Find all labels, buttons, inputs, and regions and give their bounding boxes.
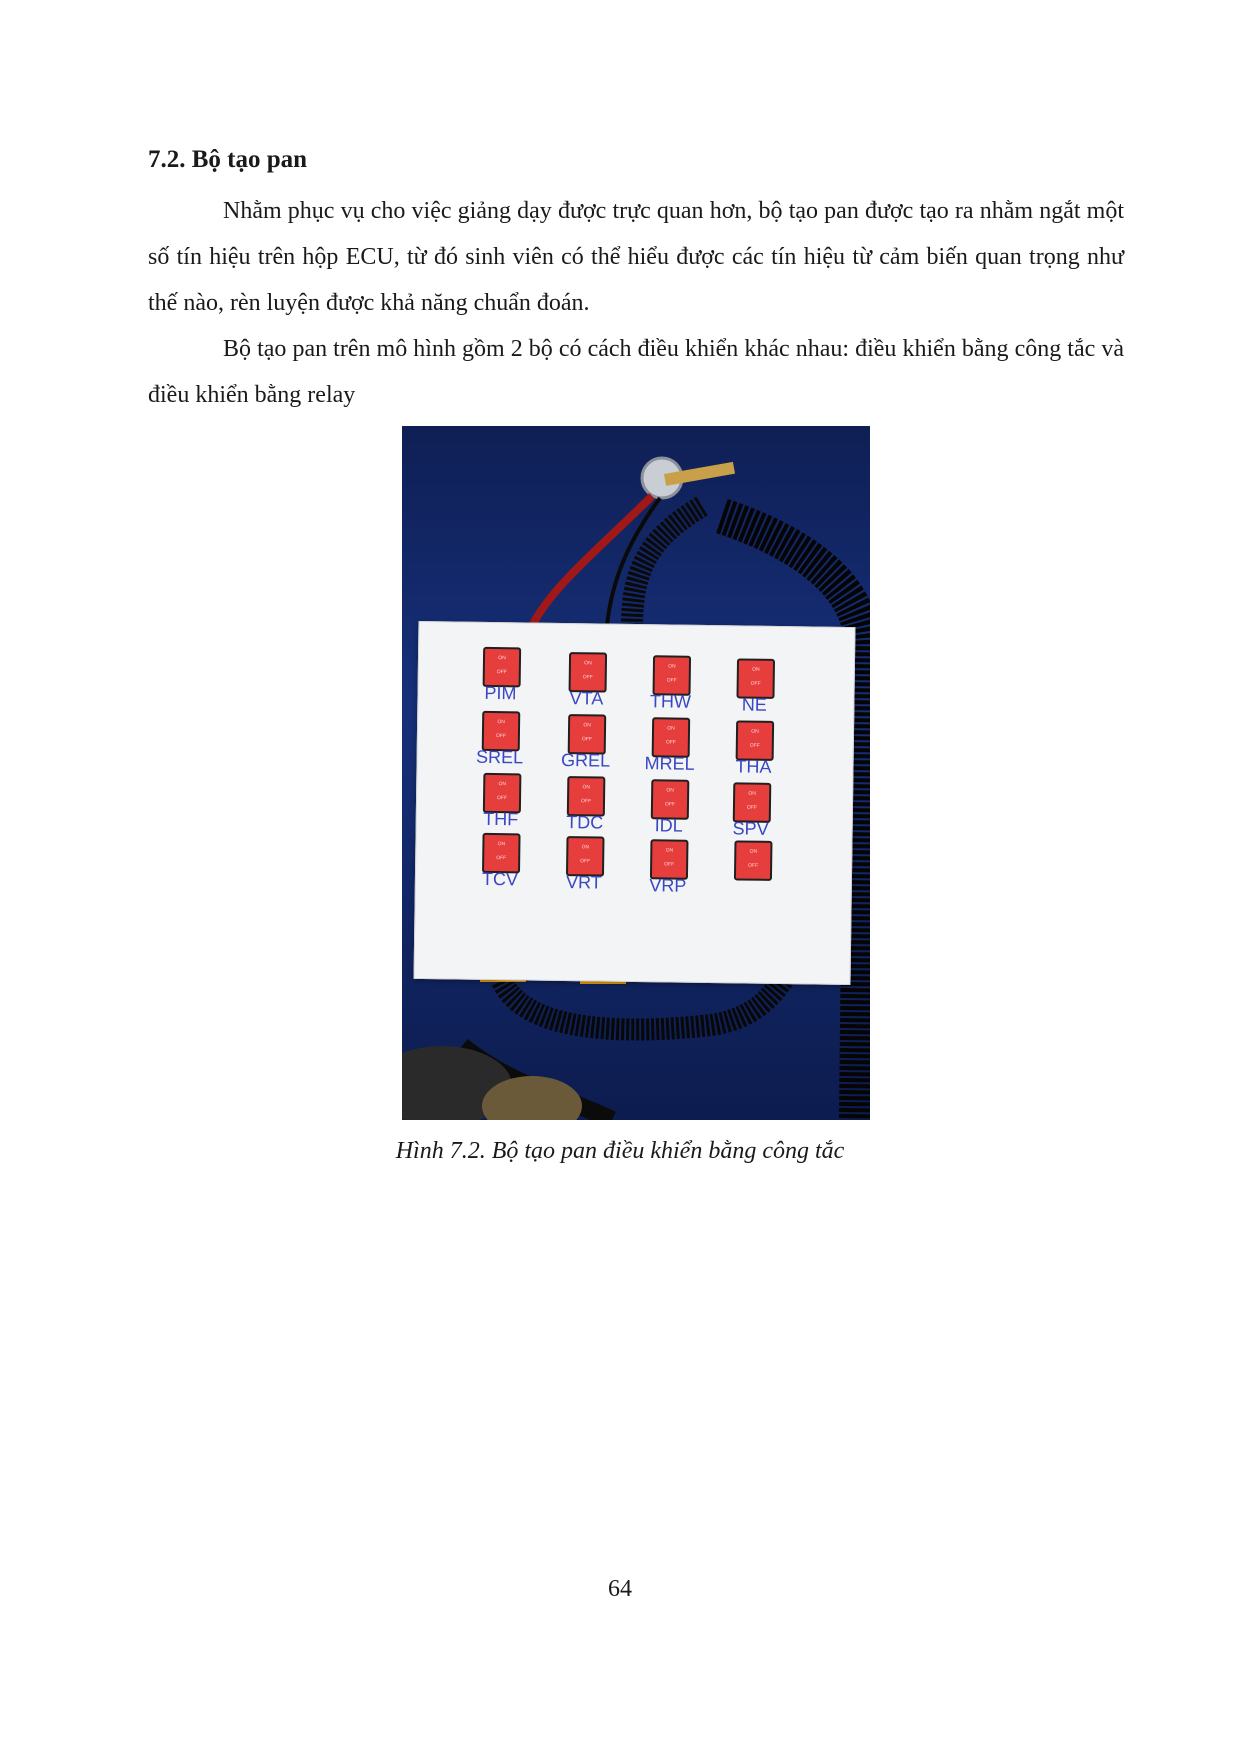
switch-label: IDL (654, 815, 683, 836)
toggle-switch-icon: ON OFF (734, 840, 773, 881)
toggle-switch-icon: ON OFF (736, 720, 775, 761)
toggle-switch-icon: ON OFF (652, 717, 691, 758)
switch-panel (414, 621, 856, 985)
switch-tdc[interactable] (566, 776, 604, 833)
switch-label: MREL (644, 753, 695, 774)
switch-grel[interactable] (560, 714, 611, 771)
figure-photo-switch-panel (402, 426, 870, 1120)
switch-unlabeled[interactable] (734, 840, 771, 892)
paragraph-1: Nhằm phục vụ cho việc giảng dạy được trực quan hơn, bộ tạo pan được tạo ra nhằm ngắt một số tín hiệu trên hộp ECU, từ đó sinh viên có thể hiểu được các tín hiệu từ cảm biến quan trọng như thế nào, rèn luyện được khả năng chuẩn đoán. (148, 198, 1124, 316)
switch-tcv[interactable] (481, 833, 519, 890)
switch-label: SREL (475, 746, 524, 768)
toggle-switch-icon: ON OFF (568, 714, 607, 755)
toggle-switch-icon: ON OFF (569, 652, 608, 693)
switch-label: THW (649, 691, 692, 712)
switch-label: NE (741, 694, 768, 715)
switch-label: PIM (484, 682, 517, 704)
toggle-switch-icon: ON OFF (483, 773, 522, 814)
switch-label: TDC (566, 812, 604, 833)
switch-ne[interactable] (736, 658, 773, 715)
toggle-switch-icon: ON OFF (733, 782, 772, 823)
switch-thw[interactable] (649, 655, 692, 712)
switch-label: VRP (649, 875, 687, 896)
switch-tha[interactable] (735, 720, 772, 777)
toggle-switch-icon: ON OFF (736, 658, 775, 699)
toggle-switch-icon: ON OFF (566, 836, 605, 877)
toggle-switch-icon: ON OFF (567, 776, 606, 817)
page-number: 64 (608, 1576, 632, 1602)
switch-label: GREL (560, 749, 611, 771)
toggle-switch-icon: ON OFF (653, 655, 692, 696)
switch-srel[interactable] (475, 711, 524, 768)
switch-vrt[interactable] (565, 836, 603, 893)
switch-label: THA (735, 756, 772, 777)
switch-vrp[interactable] (649, 839, 687, 896)
switch-label: VTA (569, 688, 604, 709)
switch-thf[interactable] (483, 773, 520, 830)
section-heading: 7.2. Bộ tạo pan (148, 146, 308, 173)
toggle-switch-icon: ON OFF (482, 833, 521, 874)
toggle-switch-icon: ON OFF (482, 711, 521, 752)
paragraph-2: Bộ tạo pan trên mô hình gồm 2 bộ có cách điều khiển khác nhau: điều khiển bằng công tắc và điều khiển bằng relay (148, 336, 1124, 408)
toggle-switch-icon: ON OFF (483, 647, 522, 688)
switch-spv[interactable] (732, 782, 770, 839)
switch-vta[interactable] (568, 652, 605, 709)
switch-label: SPV (732, 818, 769, 839)
switch-pim[interactable] (482, 647, 519, 704)
switch-mrel[interactable] (644, 717, 695, 774)
toggle-switch-icon: ON OFF (651, 779, 690, 820)
switch-idl[interactable] (651, 779, 688, 836)
figure-caption: Hình 7.2. Bộ tạo pan điều khiển bằng công tắc (395, 1138, 845, 1164)
toggle-switch-icon: ON OFF (650, 839, 689, 880)
switch-label: TCV (481, 868, 519, 890)
switch-label: VRT (565, 872, 602, 893)
switch-label: THF (483, 808, 519, 830)
